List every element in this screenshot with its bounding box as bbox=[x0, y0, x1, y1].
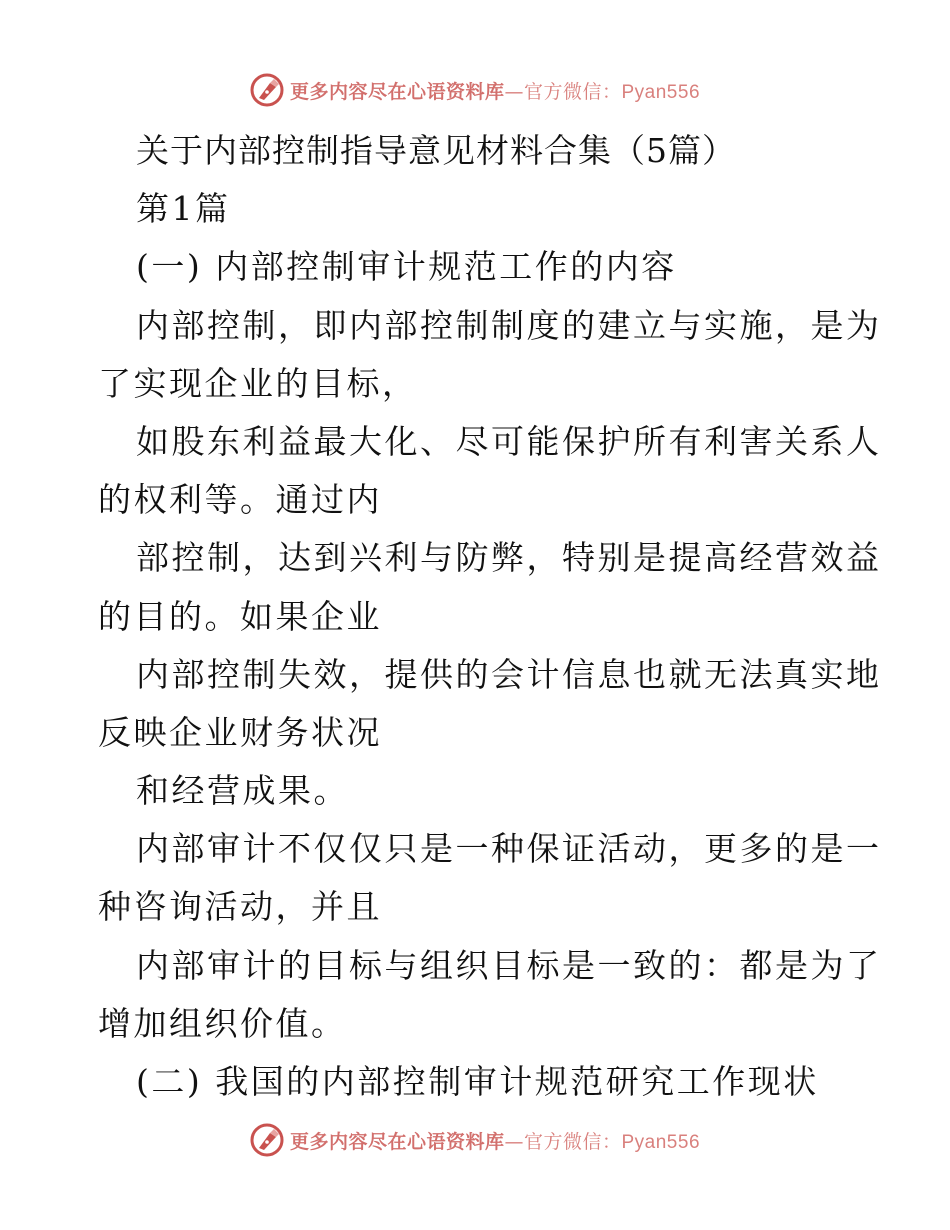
pen-nib-logo-icon bbox=[250, 73, 284, 107]
paragraph-line: 种咨询活动，并且 bbox=[98, 887, 382, 927]
paragraph-line: 增加组织价值。 bbox=[98, 1003, 347, 1043]
paragraph-line: 内部控制失效，提供的会计信息也就无法真实地 bbox=[136, 654, 882, 694]
banner-dash: — bbox=[504, 1130, 524, 1153]
paragraph-line: 如股东利益最大化、尽可能保护所有利害关系人 bbox=[136, 421, 882, 461]
banner-wechat-label: 官方微信： bbox=[523, 1130, 622, 1153]
banner-wechat-id: Pyan556 bbox=[621, 81, 701, 103]
paragraph-line: 内部审计的目标与组织目标是一致的：都是为了 bbox=[136, 945, 882, 985]
document-body bbox=[0, 122, 950, 1111]
paragraph-line: 和经营成果。 bbox=[136, 771, 349, 811]
banner-inner bbox=[250, 1123, 700, 1157]
document-title: 关于内部控制指导意见材料合集（5篇） bbox=[136, 131, 736, 170]
banner-site-name: 更多内容尽在心语资料库 bbox=[289, 1130, 505, 1153]
banner-site-name: 更多内容尽在心语资料库 bbox=[289, 80, 505, 103]
subsection-heading: (一) 内部控制审计规范工作的内容 bbox=[136, 247, 677, 287]
banner-wechat-id: Pyan556 bbox=[621, 1131, 701, 1153]
paragraph-line: 反映企业财务状况 bbox=[98, 712, 382, 752]
subsection-heading: (二) 我国的内部控制审计规范研究工作现状 bbox=[136, 1062, 819, 1101]
pen-nib-logo-icon bbox=[250, 1123, 284, 1157]
banner-wechat-label: 官方微信： bbox=[523, 80, 622, 103]
banner-inner bbox=[250, 73, 700, 107]
paragraph-line: 部控制，达到兴利与防弊，特别是提高经营效益 bbox=[136, 538, 882, 578]
paragraph-line: 内部控制，即内部控制制度的建立与实施，是为 bbox=[136, 305, 882, 345]
section-heading: 第1篇 bbox=[136, 189, 231, 229]
footer-banner bbox=[0, 1120, 950, 1160]
paragraph-line: 内部审计不仅仅只是一种保证活动，更多的是一 bbox=[136, 829, 882, 869]
header-banner bbox=[0, 70, 950, 110]
paragraph-line: 的权利等。通过内 bbox=[98, 480, 382, 520]
banner-dash: — bbox=[504, 80, 524, 103]
banner-text bbox=[290, 1127, 700, 1154]
paragraph-line: 的目的。如果企业 bbox=[98, 596, 382, 636]
banner-text bbox=[290, 77, 700, 104]
paragraph-line: 了实现企业的目标， bbox=[98, 363, 418, 403]
